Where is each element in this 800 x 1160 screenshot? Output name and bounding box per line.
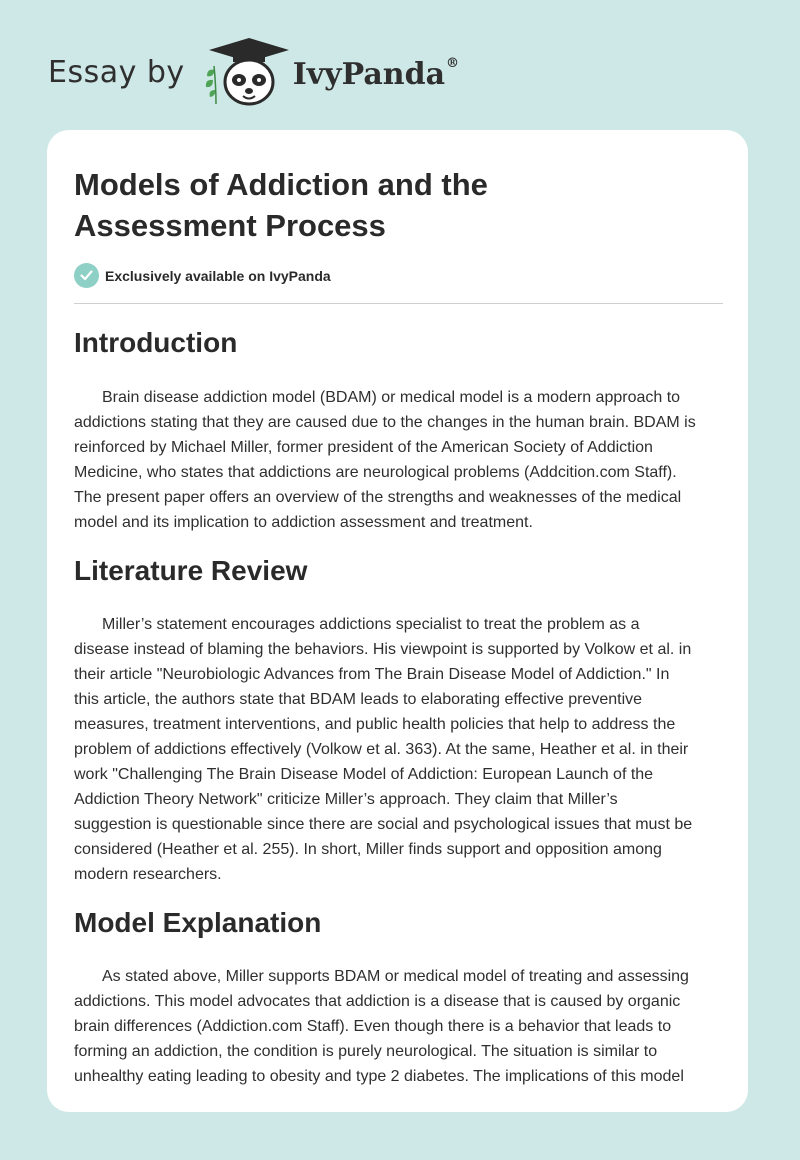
section-heading-model-explanation: Model Explanation: [74, 907, 322, 938]
divider: [74, 303, 723, 304]
registered-mark: ®: [446, 55, 460, 71]
section-heading-literature-review: Literature Review: [74, 555, 308, 586]
check-icon: [74, 263, 99, 288]
exclusive-badge: [74, 263, 331, 288]
paragraph-literature-review: Miller’s statement encourages addictions specialist to treat the problem as a disease instead of blaming the behaviors. His viewpoint is supported by Volkow et al. in their article "Neurobiologic Advances from The Brain Disease Model of Addiction." In this article, the authors state that BDAM leads to elaborating effective preventive measures, treatment interventions, and public health policies that help to address the problem of addictions effectively (Volkow et al. 363). At the same, Heather et al. in their work "Challenging The Brain Disease Model of Addiction: European Launch of the Addiction Theory Network" criticize Miller’s approach. They claim that Miller’s suggestion is questionable since there are social and psychological issues that must be considered (Heather et al. 255). In short, Miller finds support and opposition among modern researchers.: [74, 616, 693, 883]
paragraph-model-explanation: As stated above, Miller supports BDAM or medical model of treating and assessing addictions. This model advocates that addiction is a disease that is caused by organic brain differences (Addiction.com Staff). Even though there is a behavior that leads to forming an addiction, the condition is purely neurological. The situation is similar to unhealthy eating leading to obesity and type 2 diabetes. The implications of this model: [74, 968, 689, 1085]
article-title: Models of Addiction and the Assessment Process: [74, 167, 488, 243]
section-heading-introduction: Introduction: [74, 327, 238, 358]
brand-name[interactable]: IvyPanda®: [292, 55, 460, 92]
essay-by-label: Essay by: [48, 54, 185, 90]
article-card: [47, 130, 748, 1112]
panda-logo-icon[interactable]: [201, 36, 289, 108]
site-header: [48, 36, 459, 108]
paragraph-introduction: Brain disease addiction model (BDAM) or medical model is a modern approach to addictions stating that they are caused due to the changes in the human brain. BDAM is reinforced by Michael Miller, former president of the American Society of Addiction Medicine, who states that addictions are neurological problems (Addcition.com Staff). The present paper offers an overview of the strengths and weaknesses of the medical model and its implication to addiction assessment and treatment.: [74, 389, 696, 531]
exclusive-text: Exclusively available on IvyPanda: [105, 267, 331, 284]
